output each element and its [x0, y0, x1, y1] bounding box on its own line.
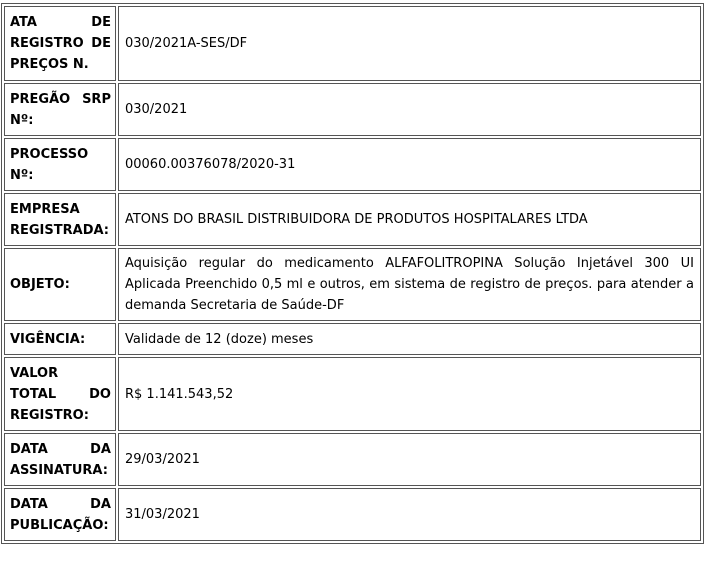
registro-precos-document [1, 3, 704, 544]
ata-summary-table [1, 3, 704, 544]
label-data-publicacao [4, 488, 116, 541]
table-row-empresa [4, 193, 701, 246]
label-pregao [4, 83, 116, 136]
table-row-ata-numero [4, 6, 701, 81]
value-empresa: ATONS DO BRASIL DISTRIBUIDORA DE PRODUTOS HOSPITALARES LTDA [118, 193, 701, 246]
label-line: Nº: [10, 167, 34, 183]
label-line: PREGÃO SRP [10, 91, 111, 107]
table-row-vigencia [4, 323, 701, 355]
label-line: Nº: [10, 112, 34, 128]
value-data-assinatura: 29/03/2021 [118, 433, 701, 486]
label-line: EMPRESA [10, 201, 80, 217]
label-line: VIGÊNCIA: [10, 331, 86, 347]
label-line: PROCESSO [10, 146, 89, 162]
label-line: ATA DE [10, 15, 111, 30]
label-data-assinatura [4, 433, 116, 486]
table-row-objeto [4, 248, 701, 321]
table-row-data-assinatura [4, 433, 701, 486]
value-ata-numero: 030/2021A-SES/DF [118, 6, 701, 81]
label-line: TOTAL DO [10, 386, 111, 402]
value-processo: 00060.00376078/2020-31 [118, 138, 701, 191]
label-line: DATA DA [10, 496, 111, 512]
value-pregao: 030/2021 [118, 83, 701, 136]
value-vigencia: Validade de 12 (doze) meses [118, 323, 701, 355]
label-line: DATA DA [10, 441, 111, 457]
label-line: ASSINATURA: [10, 462, 108, 478]
label-line: REGISTRADA: [10, 222, 109, 238]
label-line: VALOR [10, 365, 59, 381]
label-valor-total [4, 357, 116, 431]
label-line: PUBLICAÇÃO: [10, 517, 109, 533]
value-objeto: Aquisição regular do medicamento ALFAFOLITROPINA Solução Injetável 300 UI Aplicada Preenchido 0,5 ml e outros, em sistema de registro de preços. para atender a demanda Secretaria de Saúde-DF [118, 248, 701, 321]
table-row-data-publicacao [4, 488, 701, 541]
label-objeto [4, 248, 116, 321]
label-line: OBJETO: [10, 277, 70, 292]
label-empresa [4, 193, 116, 246]
label-vigencia [4, 323, 116, 355]
label-line: REGISTRO DE [10, 36, 111, 51]
label-processo [4, 138, 116, 191]
label-line: REGISTRO: [10, 407, 89, 423]
value-data-publicacao: 31/03/2021 [118, 488, 701, 541]
table-row-valor-total [4, 357, 701, 431]
value-valor-total: R$ 1.141.543,52 [118, 357, 701, 431]
table-row-processo [4, 138, 701, 191]
table-row-pregao [4, 83, 701, 136]
label-ata-numero [4, 6, 116, 81]
label-line: PREÇOS N. [10, 57, 89, 72]
